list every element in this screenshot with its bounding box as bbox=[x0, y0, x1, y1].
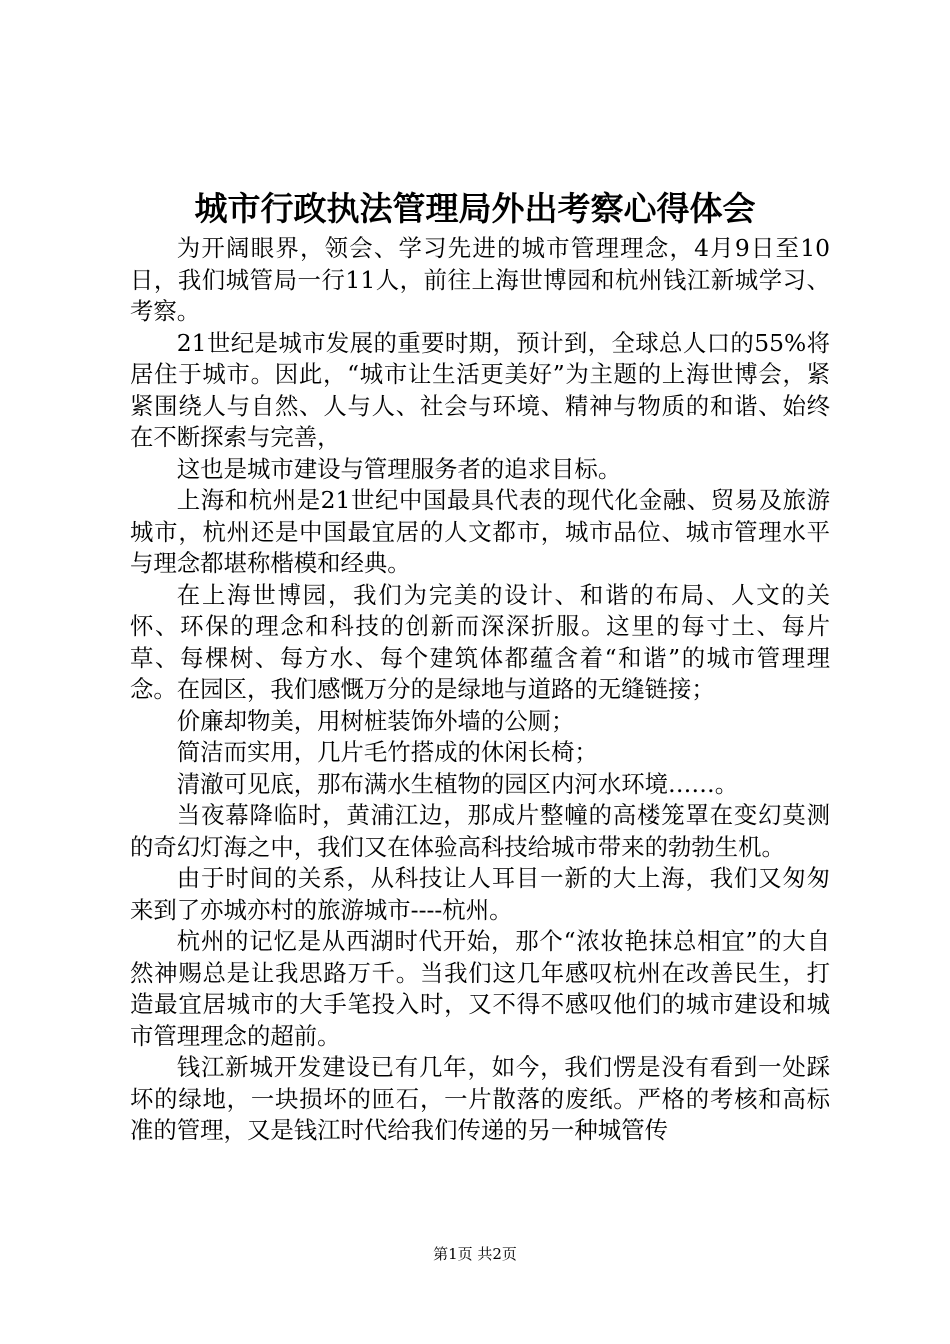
document-title: 城市行政执法管理局外出考察心得体会 bbox=[194, 189, 756, 228]
paragraph: 21世纪是城市发展的重要时期，预计到，全球总人口的55%将居住于城市。因此，“城市让生活更美好”为主题的上海世博会，紧紧围绕人与自然、人与人、社会与环境、精神与物质的和谐、始终在不断探索与完善， bbox=[130, 328, 830, 451]
paragraph: 为开阔眼界，领会、学习先进的城市管理理念，4月9日至10日，我们城管局一行11人，前往上海世博园和杭州钱江新城学习、考察。 bbox=[130, 234, 830, 325]
paragraph: 简洁而实用，几片毛竹搭成的休闲长椅； bbox=[176, 738, 598, 766]
paragraph: 在上海世博园，我们为完美的设计、和谐的布局、人文的关怀、环保的理念和科技的创新而深深折服。这里的每寸土、每片草、每棵树、每方水、每个建筑体都蕴含着“和谐”的城市管理理念。在园区，我们感慨万分的是绿地与道路的无缝链接； bbox=[130, 580, 830, 703]
paragraph: 由于时间的关系，从科技让人耳目一新的大上海，我们又匆匆来到了亦城亦村的旅游城市----杭州。 bbox=[130, 864, 830, 924]
document-body bbox=[130, 233, 830, 1147]
paragraph: 清澈可见底，那布满水生植物的园区内河水环境……。 bbox=[176, 769, 739, 798]
paragraph: 钱江新城开发建设已有几年，如今，我们愣是没有看到一处踩坏的绿地，一块损坏的匝石，一片散落的废纸。严格的考核和高标准的管理，又是钱江时代给我们传递的另一种城管传 bbox=[130, 1053, 830, 1144]
paragraph: 价廉却物美，用树桩装饰外墙的公厕； bbox=[176, 706, 575, 735]
paragraph: 这也是城市建设与管理服务者的追求目标。 bbox=[176, 454, 622, 483]
paragraph: 上海和杭州是21世纪中国最具代表的现代化金融、贸易及旅游城市，杭州还是中国最宜居的人文都市，城市品位、城市管理水平与理念都堪称楷模和经典。 bbox=[130, 486, 830, 577]
paragraph: 杭州的记忆是从西湖时代开始，那个“浓妆艳抹总相宜”的大自然神赐总是让我思路万千。当我们这几年感叹杭州在改善民生，打造最宜居城市的大手笔投入时，又不得不感叹他们的城市建设和城市管理理念的超前。 bbox=[130, 927, 830, 1050]
paragraph: 当夜幕降临时，黄浦江边，那成片整幢的高楼笼罩在变幻莫测的奇幻灯海之中，我们又在体验高科技给城市带来的勃勃生机。 bbox=[130, 801, 830, 861]
page-number-footer: 第1页 共2页 bbox=[433, 1245, 517, 1263]
